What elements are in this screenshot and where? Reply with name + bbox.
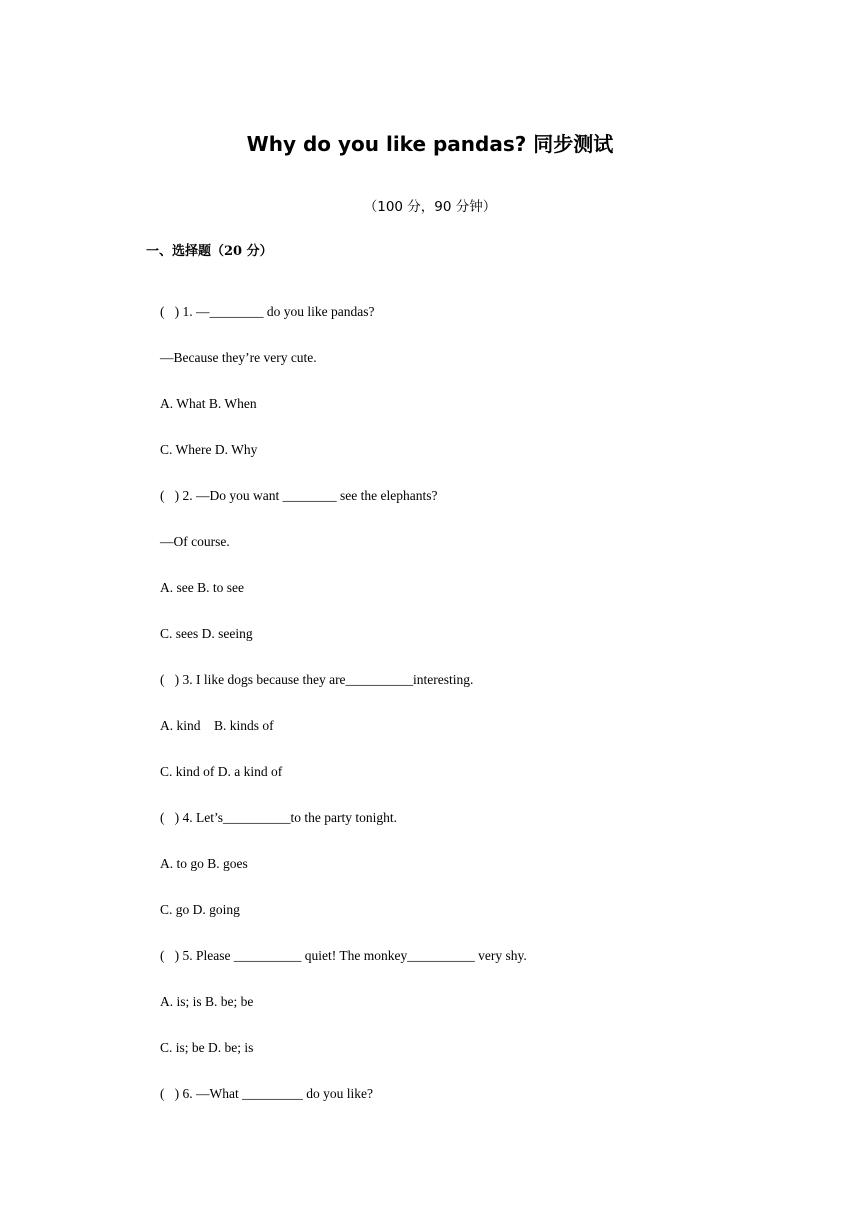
score-time-info: （100 分，90 分钟） (363, 199, 497, 215)
question-5-stem: ( ) 5. Please __________ quiet! The monkey__________ very shy. (160, 948, 527, 963)
question-2-options-ab: A. see B. to see (160, 580, 244, 595)
question-4-options-ab: A. to go B. goes (160, 856, 248, 871)
question-4-stem: ( ) 4. Let’s__________to the party tonight. (160, 810, 397, 825)
question-1-options-cd: C. Where D. Why (160, 442, 258, 457)
question-list (160, 301, 527, 1129)
question-5-options-cd: C. is; be D. be; is (160, 1040, 254, 1055)
question-6-stem: ( ) 6. —What _________ do you like? (160, 1086, 373, 1101)
document-title: Why do you like pandas? 同步测试 (246, 132, 614, 156)
question-3-options-cd: C. kind of D. a kind of (160, 764, 283, 779)
question-1-options-ab: A. What B. When (160, 396, 257, 411)
section-heading: 一、选择题（20 分） (146, 244, 273, 259)
question-2-answer-line: —Of course. (160, 534, 230, 549)
question-4-options-cd: C. go D. going (160, 902, 240, 917)
question-2-options-cd: C. sees D. seeing (160, 626, 253, 641)
question-3-stem: ( ) 3. I like dogs because they are__________interesting. (160, 672, 474, 687)
question-1-stem: ( ) 1. —________ do you like pandas? (160, 304, 375, 319)
question-1-answer-line: —Because they’re very cute. (160, 350, 317, 365)
question-2-stem: ( ) 2. —Do you want ________ see the elephants? (160, 488, 438, 503)
question-5-options-ab: A. is; is B. be; be (160, 994, 254, 1009)
question-3-options-ab: A. kind B. kinds of (160, 718, 274, 733)
